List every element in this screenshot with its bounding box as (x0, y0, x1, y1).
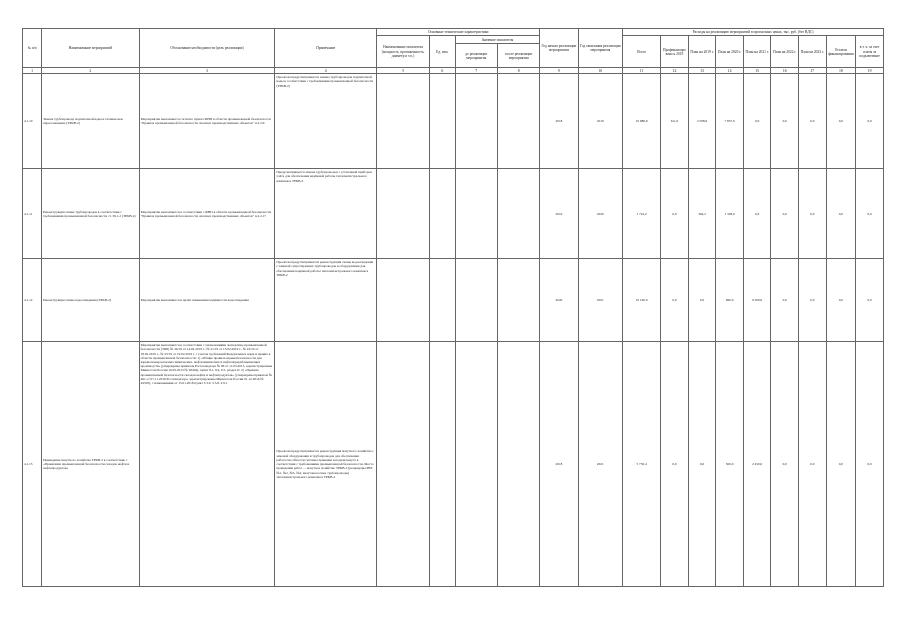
row-before (455, 259, 497, 342)
col-number: 3 (139, 68, 275, 74)
row-total: 1 722,2 (623, 169, 661, 259)
row-num: 4.1.10 (23, 74, 42, 169)
row-plan-2022: 0,0 (771, 259, 799, 342)
tech-group-header: Основные технические характеристики (377, 29, 540, 36)
row-plan-2020: 690,0 (716, 259, 744, 342)
table-row (23, 342, 884, 587)
row-year-start: 2020 (540, 259, 578, 342)
row-num: 4.1.13 (23, 342, 42, 587)
row-own: 0,0 (856, 74, 884, 169)
row-justification: Мероприятие выполняется в соответствии с заключениями экспертизы промышленной безопасности (ЗПБ) № 20/19 от 14.02.2019 г., № 21/19 от 15.02.2019 г., № 22/19 от 18.02.2019 г., № 23/19 от 19.02.2019 г. с учетом требований Федеральных норм и правил в области промышленной безопасности: 1) «Общие правила взрывобезопасности для взрывопожароопасных химических, нефтехимических и нефтеперерабатывающих производств» (утверждены приказом Ростехнадзора № 96 от 11.03.2013, зарегистрированы Минюстом России 16.05.2013 № 28404), пункт 8.1, 8.4, 8.5, раздел II. 2) «Правила промышленной безопасности складов нефти и нефтепродуктов» (утверждены приказом № 461 от 07.11.2016 Ростехнадзора, зарегистрированы Минюстом России 01.12.2016 № 44503), с изменениями от 15.01.2018 пункт 3.3.9, 3.5.8, 2.9.1 (139, 342, 275, 587)
row-name: Реконструкция схемы трубопроводов в соответствии с требованиями промышленной безопасности ст. 36-1.2 (ТРКВ-2) (42, 169, 140, 259)
col-number: 11 (623, 68, 661, 74)
col-unit-header: Ед. изм. (430, 36, 455, 68)
col-number: 6 (430, 68, 455, 74)
row-plan-2019: 0,0 (688, 342, 716, 587)
row-year-end: 2021 (578, 342, 623, 587)
row-total: 10 190,0 (623, 259, 661, 342)
row-remaining: 0,0 (826, 342, 856, 587)
col-number: 1 (23, 68, 42, 74)
row-note: Проектом предусматривается реконструкция мазутного хозяйства с заменой оборудования и трубопроводов для обеспечения работоспособности системы хранения и подачи мазута в соответствии с требованиями промышленной безопасности. Место проведения работ — мазутное хозяйство ТРКВ-2 (резервуары РВС №1, №2, №3, №4, мазутонасосная, трубопроводы) тепломагистрального комплекса ТРКВ-2 (275, 342, 377, 587)
row-plan-2019: 0,0 (688, 259, 716, 342)
col-number: 15 (743, 68, 771, 74)
col-number: 12 (661, 68, 689, 74)
row-plan-2021: 0,0 (743, 74, 771, 169)
row-financed: 0,0 (661, 259, 689, 342)
table-row (23, 74, 884, 169)
row-year-end: 2019 (578, 74, 623, 169)
col-number: 16 (771, 68, 799, 74)
row-plan-2023: 0,0 (799, 74, 827, 169)
col-before-header: до реализации мероприятия (455, 44, 497, 68)
row-after (497, 259, 539, 342)
row-plan-2023: 0,0 (799, 259, 827, 342)
row-unit (430, 74, 455, 169)
row-unit (430, 259, 455, 342)
row-plan-2022: 0,0 (771, 169, 799, 259)
row-plan-2021: 0,0 (743, 169, 771, 259)
row-plan-2022: 0,0 (771, 74, 799, 169)
col-number: 5 (377, 68, 430, 74)
row-after (497, 169, 539, 259)
row-plan-2020: 1 328,0 (716, 169, 744, 259)
col-2019-header: План на 2019 г. (688, 36, 716, 68)
col-2022-header: План на 2022 г. (771, 36, 799, 68)
row-year-end: 2020 (578, 169, 623, 259)
values-group-header: Значение показателя (455, 36, 540, 44)
row-name: Реконструкция схемы водоотведения (ТРКВ-2) (42, 259, 140, 342)
row-plan-2019: 2 598,9 (688, 74, 716, 169)
row-plan-2020: 500,0 (716, 342, 744, 587)
row-before (455, 74, 497, 169)
row-financed: 0,0 (661, 169, 689, 259)
row-year-end: 2021 (578, 259, 623, 342)
row-indicator (377, 259, 430, 342)
investment-program-table-sheet (22, 28, 884, 587)
col-indicator-header: Наименование показателя (мощность, протяженность, диаметр и т.п.) (377, 36, 430, 68)
col-number: 18 (826, 68, 856, 74)
col-note-header: Примечание (275, 29, 377, 68)
col-remaining-header: Остаток финансирования (826, 36, 856, 68)
row-note: Проектом предусматривается замена трубопроводов подпиточной воды в соответствии с требованиями промышленной безопасности (ТРКВ-2) (275, 74, 377, 169)
row-unit (430, 169, 455, 259)
row-year-start: 2018 (540, 342, 578, 587)
row-indicator (377, 74, 430, 169)
row-remaining: 0,0 (826, 74, 856, 169)
col-number: 10 (578, 68, 623, 74)
col-year-start-header: Год начала реализации мероприятия (540, 29, 578, 68)
col-justification-header: Обоснование необходимости (цель реализации) (139, 29, 275, 68)
row-financed: 611,0 (661, 74, 689, 169)
table-body (23, 74, 884, 587)
row-justification: Мероприятие выполняется в соответствии с ФНП в области промышленной безопасности "Правила промышленной безопасности опасных производственных объектов" п.2.2.17 (139, 169, 275, 259)
col-year-end-header: Год окончания реализации мероприятия (578, 29, 623, 68)
col-number: 14 (716, 68, 744, 74)
row-num: 4.1.11 (23, 169, 42, 259)
row-year-start: 2018 (540, 74, 578, 169)
col-own-header: в т. ч. за счет платы за подключение (856, 36, 884, 68)
row-year-start: 2019 (540, 169, 578, 259)
row-justification: Мероприятие выполняется в целях повышения надёжности водоотведения (139, 259, 275, 342)
row-justification: Мероприятие выполняется согласно пункта ФНП в области промышленной безопасности "Правила промышленной безопасности опасных производственных объектов" п.2.2.9. (139, 74, 275, 169)
table-header (23, 29, 884, 74)
col-total-header: Всего (623, 36, 661, 68)
col-name-header: Наименование мероприятий (42, 29, 140, 68)
row-financed: 0,0 (661, 342, 689, 587)
row-after (497, 342, 539, 587)
row-plan-2021: 9 500,0 (743, 259, 771, 342)
measures-table (22, 28, 884, 587)
row-before (455, 169, 497, 259)
row-remaining: 0,0 (826, 169, 856, 259)
row-own: 0,0 (856, 342, 884, 587)
row-total: 10 986,9 (623, 74, 661, 169)
row-before (455, 342, 497, 587)
row-after (497, 74, 539, 169)
row-plan-2022: 0,0 (771, 342, 799, 587)
table-row (23, 169, 884, 259)
row-num: 4.1.12 (23, 259, 42, 342)
col-num-header: № п/п (23, 29, 42, 68)
col-after-header: после реализации мероприятия (497, 44, 539, 68)
col-number: 8 (497, 68, 539, 74)
row-remaining: 0,0 (826, 259, 856, 342)
col-number: 19 (856, 68, 884, 74)
row-own: 0,0 (856, 169, 884, 259)
row-note: Предусматривается замена трубопроводов с установкой приборов учёта для обеспечения надёжной работы тепломагистрального комплекса ТРКВ-2 (275, 169, 377, 259)
col-2023-header: План на 2023 г. (799, 36, 827, 68)
row-indicator (377, 169, 430, 259)
col-financed-header: Профинансировано к 2019 (661, 36, 689, 68)
col-number: 9 (540, 68, 578, 74)
row-note: Проектом предусматривается реконструкция схемы водоотведения с заменой существующих трубопроводов и оборудования для обеспечения надёжной работы тепломагистрального комплекса ТРКВ-2 (275, 259, 377, 342)
col-number: 7 (455, 68, 497, 74)
row-own: 0,0 (856, 259, 884, 342)
col-number: 4 (275, 68, 377, 74)
col-2020-header: План на 2020 г. (716, 36, 744, 68)
col-number: 2 (42, 68, 140, 74)
table-row (23, 259, 884, 342)
row-plan-2019: 394,2 (688, 169, 716, 259)
row-total: 5 750,4 (623, 342, 661, 587)
col-2021-header: План на 2021 г. (743, 36, 771, 68)
col-number: 13 (688, 68, 716, 74)
col-number: 17 (799, 68, 827, 74)
row-plan-2023: 0,0 (799, 169, 827, 259)
row-plan-2020: 7 857,0 (716, 74, 744, 169)
row-name: Приведение мазутного хозяйства ТРКВ-2 в соответствие с «Правилами промышленной безопасности складов нефти и нефтепродуктов» (42, 342, 140, 587)
row-name: Замена трубопровода подпиточной воды и техническое переоснащение (ТРКВ-2) (42, 74, 140, 169)
row-unit (430, 342, 455, 587)
row-plan-2021: 2 450,0 (743, 342, 771, 587)
row-indicator (377, 342, 430, 587)
row-plan-2023: 0,0 (799, 342, 827, 587)
costs-group-header: Расходы на реализацию мероприятий в прогнозных ценах, тыс. руб. (без НДС) (623, 29, 884, 36)
